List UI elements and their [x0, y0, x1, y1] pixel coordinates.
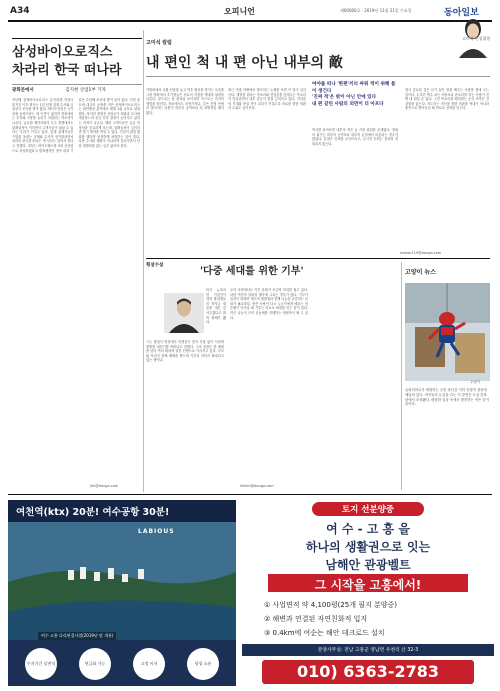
page-number: A34	[10, 6, 30, 16]
column-body-3: 역사를 돌아보면 내부의 적은 늘 가장 위험한 존재였다. 정권의 위기는 외부의 공격보다 내부의 균열에서 비롯되는 경우가 많았다. 분열은 신뢰를 무너뜨리고, 무너진 신뢰는 좀처럼 회복되지 않는다.	[312, 128, 398, 146]
advertisement-right[interactable]	[242, 500, 494, 686]
column-label: 광화문에서	[12, 88, 34, 93]
ad-divider	[8, 494, 492, 495]
advertisement-left[interactable]	[8, 500, 236, 686]
header-rule	[8, 20, 492, 22]
ad-right-footer: 분양사무실: 전남 고흥군 영남면 우천리 산 32-3	[317, 648, 419, 653]
spiderman-photo	[405, 283, 490, 381]
badge: 고정 이자	[133, 648, 165, 680]
ad-right-item-2: ② 해변과 연결된 자연친화적 입지	[264, 615, 368, 623]
badge: 투자기간 실면적	[25, 648, 57, 680]
left-top-rule	[12, 38, 142, 39]
section-rule	[146, 258, 490, 259]
photo-caption-title: 우렁이	[470, 380, 481, 384]
bottom-column-headline: '다중 세대를 위한 기부'	[200, 266, 304, 277]
bottom-column-lead: 미국 뉴욕의 한 기업인이 대학 졸업생들의 학자금 대출을 대신 갚아주겠다고 밝혀 화제가 됐다.	[206, 288, 226, 325]
ad-item-text: 사업면적 약 4,100평(25개 필지 분양중)	[272, 601, 397, 609]
column-pull-quote: 여야를 떠나 '한편'끼리 싸워 적이 위해 틈이 생긴다 '진짜 적'은 밖이 아닌 안에 있다 내 편 같던 사람의 외면이 더 아프다	[312, 82, 396, 107]
left-article-author	[12, 87, 140, 93]
photo-feature-title: 고양이 뉴스	[405, 269, 437, 276]
column-body-1: 가톨릭에서 교황 선출을 놓고 막후 협상을 벌이는 모습을 그린 영화에서 추기경들은 서로의 약점을 캐내며 권력을 다툰다. 겉으로는 한 편처럼 보이지만 속으로는 각자의 셈법을 따진다. 정치에서도 마찬가지다. 같은 진영 안에서 벌어지는 다툼이 외부의 공격보다 더 치명적일 때가 많다.	[146, 88, 224, 115]
section-title: 오피니언	[224, 7, 255, 16]
ad-right-line3: 남해안 관광벨트	[325, 558, 411, 572]
bottom-column-body-2: 우리 사회에서도 기부 문화가 조금씩 자리를 잡고 있다. 다만 여전히 일회성 행사에 그치는 경우가 많다. 기부가 일상이 되려면 제도적 뒷받침과 함께 나눔을 존중하는 문화가 필요하다. 받은 사람이 다시 누군가에게 베푸는 선순환이 이어질 때 기부는 비로소 세대를 잇는 힘이 된다. 작은 나눔이 모여 공동체를 지탱하는 버팀목이 될 수 있다.	[230, 288, 308, 320]
ad-right-item-1: ① 사업면적 약 4,100평(25개 필지 분양중)	[264, 601, 397, 609]
bottom-columnist-photo	[164, 293, 204, 333]
photo-caption: 슈퍼히어로가 체험하는 듯한 장난감 거미 인형이 창문에 매달려 있다. 아이들의 눈길을 끄는 이 장면은 도심 한복판에서 포착됐다. 평범한 일상 속에서 발견하는 작은 즐거움이다.	[405, 388, 489, 407]
ad-left-sub: 여수 고흥 다리연결사업(2019년 말 개통)	[38, 632, 116, 640]
column-divider	[143, 30, 144, 492]
ad-right-tag: 토지 선분양중	[341, 505, 395, 515]
ad-item-text: 해변과 연결된 자연친화적 입지	[272, 615, 368, 623]
ad-item-text: 0.4km에 여순는 해안 데크로드 설치	[272, 629, 385, 637]
left-article-body: 지난해 삼성바이오로직스 분식회계 의혹이 불거진 이후 회사는 1년 넘게 검찰 수사와 금융당국 조사를 받아 왔다. 바이오산업은 국가 성장 동력이라는 데 이견이 없지만 현장에서는 투자와 고용을 늘리기 어렵다는 하소연이 나온다. 글로벌 제약사와의 수주 경쟁에서도 불확실성이 커지면서 고객사들이 떠날 수 있다는 우려가 커지고 있다. 업계 관계자들은 기업을 옥죄는 규제와 수사가 장기화되면서 차라리 한국을 떠나는 게 낫다는 말까지 한다고 전했다. 정부는 바이오헬스를 3대 신산업으로 육성하겠다고 발표했지만 정작 대표 기업은 수년째 조사에 발이 묶여 있다. 인천 송도에 대규모 공장을 지은 삼성바이오로직스는 위탁생산 분야에서 세계 1위 규모로 성장했다. 하지만 경영진 상당수가 재판과 수사에 대응하느라 신규 투자 결정이 늦어지고 있다는 지적이 나온다. 해외 고객사들은 공급 안정성을 중요하게 보는데, 불확실성이 길어지면 장기 계약을 꺼릴 수 있다. 기업이 위법 행위를 했다면 엄정하게 처벌하는 것이 맞다. 다만 수사와 재판이 지나치게 길어지면서 산업 경쟁력을 잃는 일은 없어야 한다.	[12, 98, 140, 153]
column-headline: 내 편인 척 내 편 아닌 내부의 敵	[146, 55, 343, 71]
bottom-column-body-1: 그는 졸업식 연설에서 학생들이 빚의 부담 없이 사회에 첫발을 내딛기를 바란다고 말했다. 그의 결정은 한 세대를 넘어 여러 세대에 걸친 선행으로 이어지고 있다. 부모와 자녀가 함께 혜택을 받으며 기부의 의미가 확장되고 있는 셈이다.	[146, 340, 224, 363]
left-article-email: jhk@donga.com	[90, 484, 119, 488]
ad-left-headline: 여천역(ktx) 20분! 여수공항 30분!	[16, 507, 170, 518]
divider	[146, 76, 490, 77]
dateline: 제00000호 · 2019년 11월 21일 수요일	[340, 8, 412, 13]
column-email: mskoh119@donga.com	[400, 251, 442, 255]
ad-right-phone[interactable]: 010) 6363-2783	[297, 662, 439, 681]
column-tag: 고미석 칼럼	[146, 40, 172, 46]
left-article-headline	[12, 44, 132, 80]
ad-right-line2: 하나의 생활권으로 잇는	[305, 540, 431, 554]
ad-right-line1: 여 수 - 고 흥 을	[326, 522, 410, 536]
ad-right-line4: 그 시작을 고흥에서!	[314, 578, 422, 592]
bottom-column-email: hkkim@donga.com	[240, 484, 274, 488]
ad-left-brand: LABIOUS	[138, 528, 175, 535]
left-headline-text: 삼성바이오로직스 차라리 한국 떠나라	[12, 45, 122, 78]
column-divider	[401, 262, 402, 490]
column-body-4: 결국 중요한 것은 듣기 싫은 말을 해주는 사람을 곁에 두는 일이다. 무조건 박수 치는 사람보다 쓴소리를 하는 사람이 진짜 내 편일 수 있다. 그런 목소리를 배척하는 순간 조직은 건강함을 잃는다. 지도자는 자신을 향한 비판을 적대가 아니라 충언으로 받아들일 때 비로소 신뢰를 얻는다.	[405, 88, 489, 111]
author-name: 김지현 산업1부 기자	[65, 88, 106, 93]
badge: 평생 소유	[187, 648, 219, 680]
bottom-column-tag: 횡설수설	[146, 263, 164, 268]
column-body-2: 최근 여권 안팎에서 벌어지는 논쟁을 보면 이 말이 실감 난다. 개혁을 외치는 목소리와 현실론을 앞세우는 목소리가 엇갈리면서 내부 갈등이 점점 깊어지고 있다. 지지층의 기대와 현실 사이 괴리가 커질수록 서로를 향한 비판의 수위도 높아진다.	[228, 88, 306, 111]
ad-right-item-3: ③ 0.4km에 여순는 해안 데크로드 설치	[264, 629, 385, 637]
resort-rendering	[8, 522, 236, 640]
ad-left-badges	[14, 648, 230, 682]
newspaper-logo: 동아일보	[444, 8, 479, 18]
divider	[12, 84, 142, 85]
columnist-byline: 고미석 논설위원	[462, 36, 491, 41]
badge: 연금화 가능	[79, 648, 111, 680]
